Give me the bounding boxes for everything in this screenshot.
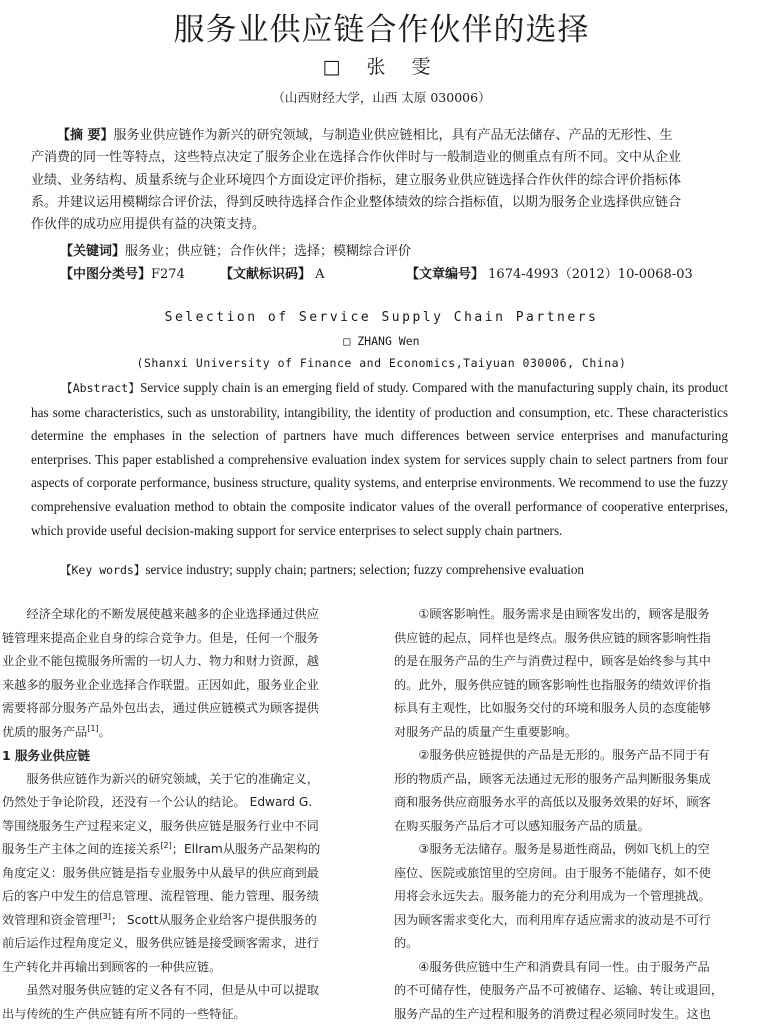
body-paragraph (2, 603, 339, 744)
en-abstract-label: 【Abstract】 (61, 381, 140, 395)
classification-line (60, 263, 750, 282)
paragraph-text: ； Scott从服务企业给客户提供服务的 前后运作过程角度定义，服务供应链是接受顾客需求，进行 生产转化并再输出到顾客的一种供应链。 (2, 913, 319, 974)
en-abstract-text: Service supply chain is an emerging field of study. Compared with the manufacturing supply chain, its product has some characteristics, such as unstorability, intangibility, the identity of production and consumption, etc. These characteristics determine the emphases in the selection of partners have much differences between service enterprises and manufacturing enterprises. This paper established a comprehensive evaluation index system for services supply chain to select partners from four aspects of corporate performance, business structure, quality systems, and enterprise environments. We recommend to use the fuzzy comprehensive evaluation method to obtain the composite indicator values of the overall performance of cooperative enterprises, which provide useful decision-making support for service enterprises to select supply chain partners. (31, 380, 728, 538)
article-no-value: 1674-4993（2012）10-0068-03 (488, 263, 693, 282)
doc-code-label: 【文献标识码】 (220, 263, 311, 282)
body-paragraph (2, 768, 339, 980)
en-keywords-label: 【Key words】 (60, 563, 145, 577)
body-left-column (2, 603, 339, 1026)
citation-ref: [1] (87, 723, 98, 732)
cn-keywords-text: 服务业；供应链；合作伙伴；选择；模糊综合评价 (125, 244, 411, 259)
doc-code-group (220, 263, 406, 282)
clc-label: 【中图分类号】 (60, 263, 151, 282)
en-title: Selection of Service Supply Chain Partners (0, 310, 763, 325)
paragraph-end: 。 (99, 725, 111, 739)
citation-ref: [2] (160, 841, 171, 850)
en-affiliation: (Shanxi University of Finance and Economics,Taiyuan 030006, China) (0, 356, 763, 370)
citation-ref: [3] (100, 911, 111, 920)
cn-keywords (60, 240, 411, 259)
doc-code-value: A (315, 267, 324, 282)
en-author: □ ZHANG Wen (0, 334, 763, 348)
article-no-label: 【文章编号】 (406, 263, 484, 282)
paragraph-text: 经济全球化的不断发展使越来越多的企业选择通过供应 链管理来提高企业自身的综合竞争力。但是，任何一个服务 业企业不能包揽服务所需的一切人力、物力和财力资源，越 来越多的服务业企业选择合作联盟。正因如此，服务业企业 需要将部分服务产品外包出去，通过供应链模式为顾客提供 优质的服务产品 (2, 607, 319, 739)
en-abstract (31, 376, 728, 542)
cn-abstract-label: 【摘 要】 (57, 128, 114, 143)
cn-abstract-text: 服务业供应链作为新兴的研究领域，与制造业供应链相比，具有产品无法储存、产品的无形性、生 产消费的同一性等特点，这些特点决定了服务企业在选择合作伙伴时与一般制造业的侧重点有所不同。文中从企业 业绩、业务结构、质量系统与企业环境四个方面设定评价指标，建立服务业供应链选择合作伙伴的综合评价指标体 系。并建议运用模糊综合评价法，得到反映待选择合作企业整体绩效的综合指标值，以期为服务企业选择供应链合 作伙伴的成功应用提供有益的决策支持。 (31, 128, 681, 232)
article-no-group (406, 263, 693, 282)
paper-title: 服务业供应链合作伙伴的选择 (0, 4, 763, 49)
body-right-column (394, 603, 756, 1026)
en-keywords (60, 562, 584, 578)
body-paragraph: ④服务供应链中生产和消费具有同一性。由于服务产品 的不可储存性，使服务产品不可被储存、运输、转让或退回， 服务产品的生产过程和服务的消费过程必须同时发生。这也 (394, 956, 756, 1026)
body-paragraph: 虽然对服务供应链的定义各有不同，但是从中可以提取 出与传统的生产供应链有所不同的一些特征。 (2, 979, 339, 1026)
clc-group (60, 263, 220, 282)
cn-keywords-label: 【关键词】 (60, 244, 125, 259)
cn-abstract (31, 125, 733, 236)
paragraph-text: ；Ellram从服务产品架构的 角度定义：服务供应链是指专业服务中从最早的供应商到最 后的客户中发生的信息管理、流程管理、能力管理、服务绩 效管理和资金管理 (2, 842, 320, 927)
paragraph-text: 服务供应链作为新兴的研究领域，关于它的准确定义， 仍然处于争论阶段，还没有一个公认的结论。 Edward G. 等围绕服务生产过程来定义，服务供应链是服务行业中不同 服务生产主体之间的连接关系 (2, 772, 319, 857)
body-paragraph: ②服务供应链提供的产品是无形的。服务产品不同于有 形的物质产品，顾客无法通过无形的服务产品判断服务集成 商和服务供应商服务水平的高低以及服务效果的好坏，顾客 在购买服务产品后才可以感知服务产品的质量。 (394, 744, 756, 838)
author-line: □ 张 雯 (0, 52, 763, 79)
en-keywords-text: service industry; supply chain; partners; selection; fuzzy comprehensive evaluation (145, 562, 584, 577)
body-paragraph: ③服务无法储存。服务是易逝性商品，例如飞机上的空 座位、医院或旅馆里的空房间。由于服务不能储存，如不使 用将会永远失去。服务能力的充分利用成为一个管理挑战。 因为顾客需求变化大，而利用库存适应需求的波动是不可行 的。 (394, 838, 756, 956)
affiliation: （山西财经大学，山西 太原 030006） (0, 88, 763, 106)
body-paragraph: ①顾客影响性。服务需求是由顾客发出的，顾客是服务 供应链的起点，同样也是终点。服务供应链的顾客影响性指 的是在服务产品的生产与消费过程中，顾客是始终参与其中 的。此外，服务供应链的顾客影响性也指服务的绩效评价指 标具有主观性，比如服务交付的环境和服务人员的态度能够 对服务产品的质量产生重要影响。 (394, 603, 756, 744)
section-heading: 1 服务业供应链 (2, 744, 339, 768)
clc-value: F274 (151, 267, 185, 282)
